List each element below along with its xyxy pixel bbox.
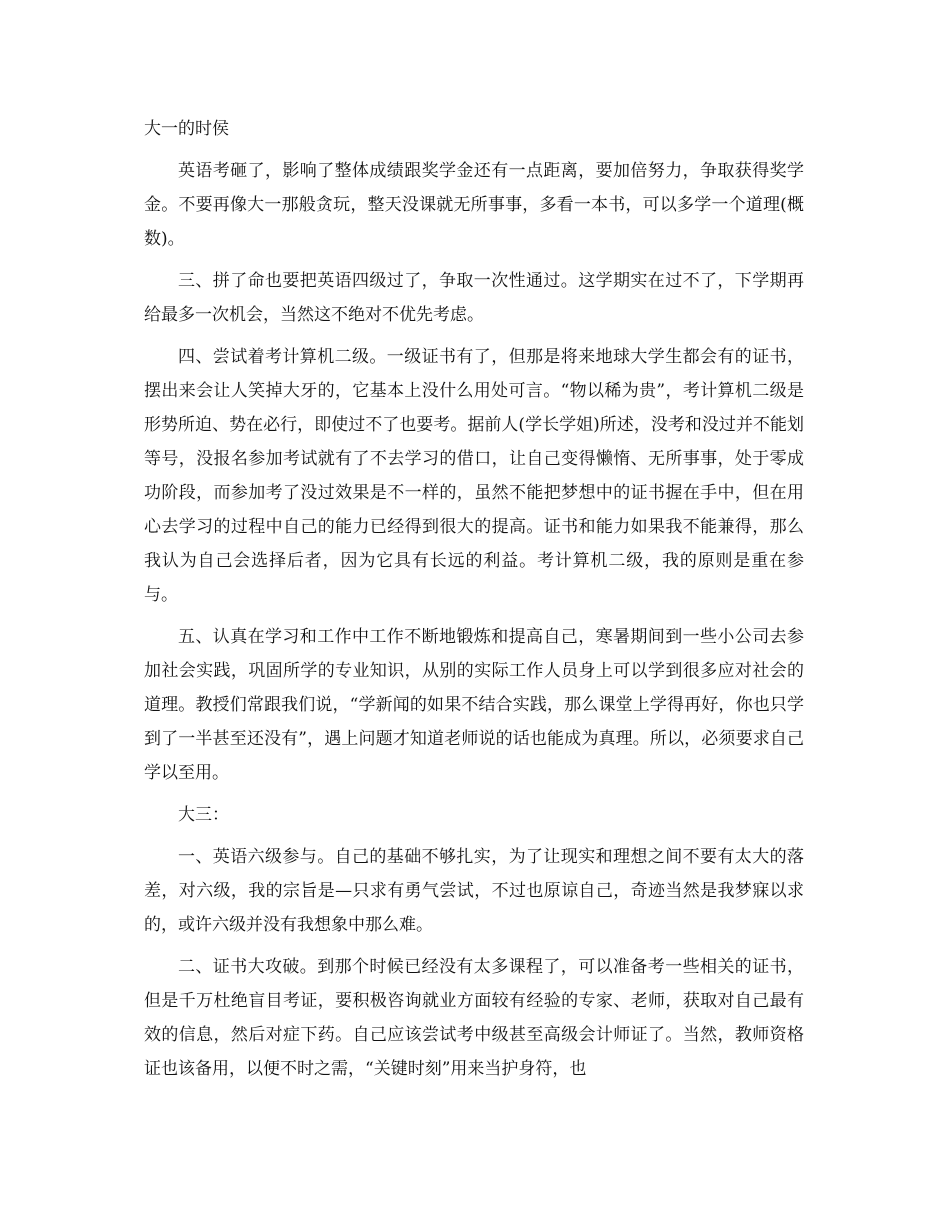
paragraph-certificates: 二、证书大攻破。到那个时候已经没有太多课程了，可以准备考一些相关的证书，但是千万杜绝盲目考证，要积极咨询就业方面较有经验的专家、老师，获取对自己最有效的信息，然后对症下药。自己应该尝试考中级甚至高级会计师证了。当然，教师资格证也该备用，以便不时之需，“关键时刻”用来当护身符，也 [144,957,804,1079]
paragraph-english-scholarship: 英语考砸了，影响了整体成绩跟奖学金还有一点距离，要加倍努力，争取获得奖学金。不要再像大一那般贪玩，整天没课就无所事事，多看一本书，可以多学一个道理(概数)。 [144,161,804,249]
paragraph-heading-year-one: 大一的时侯 [144,119,229,139]
paragraph-practice: 五、认真在学习和工作中工作不断地锻炼和提高自己，寒暑期间到一些小公司去参加社会实践，巩固所学的专业知识，从别的实际工作人员身上可以学到很多应对社会的道理。教授们常跟我们说，“学新闻的如果不结合实践，那么课堂上学得再好，你也只学到了一半甚至还没有”，遇上问题才知道老师说的话也能成为真理。所以，必须要求自己学以至用。 [144,627,804,783]
paragraph-heading-year-three: 大三： [178,805,229,825]
paragraph-computer-level2: 四、尝试着考计算机二级。一级证书有了，但那是将来地球大学生都会有的证书，摆出来会让人笑掉大牙的，它基本上没什么用处可言。“物以稀为贵”，考计算机二级是形势所迫、势在必行，即使过不了也要考。据前人(学长学姐)所述，没考和没过并不能划等号，没报名参加考试就有了不去学习的借口，让自己变得懒惰、无所事事，处于零成功阶段，而参加考了没过效果是不一样的，虽然不能把梦想中的证书握在手中，但在用心去学习的过程中自己的能力已经得到很大的提高。证书和能力如果我不能兼得，那么我认为自己会选择后者，因为它具有长远的利益。考计算机二级，我的原则是重在参与。 [144,347,804,605]
document-body [144,112,804,1094]
paragraph-cet4: 三、拼了命也要把英语四级过了，争取一次性通过。这学期实在过不了，下学期再给最多一次机会，当然这不绝对不优先考虑。 [144,271,804,325]
paragraph-cet6: 一、英语六级参与。自己的基础不够扎实，为了让现实和理想之间不要有太大的落差，对六级，我的宗旨是—只求有勇气尝试，不过也原谅自己，奇迹当然是我梦寐以求的，或许六级并没有我想象中那么难。 [144,847,804,935]
